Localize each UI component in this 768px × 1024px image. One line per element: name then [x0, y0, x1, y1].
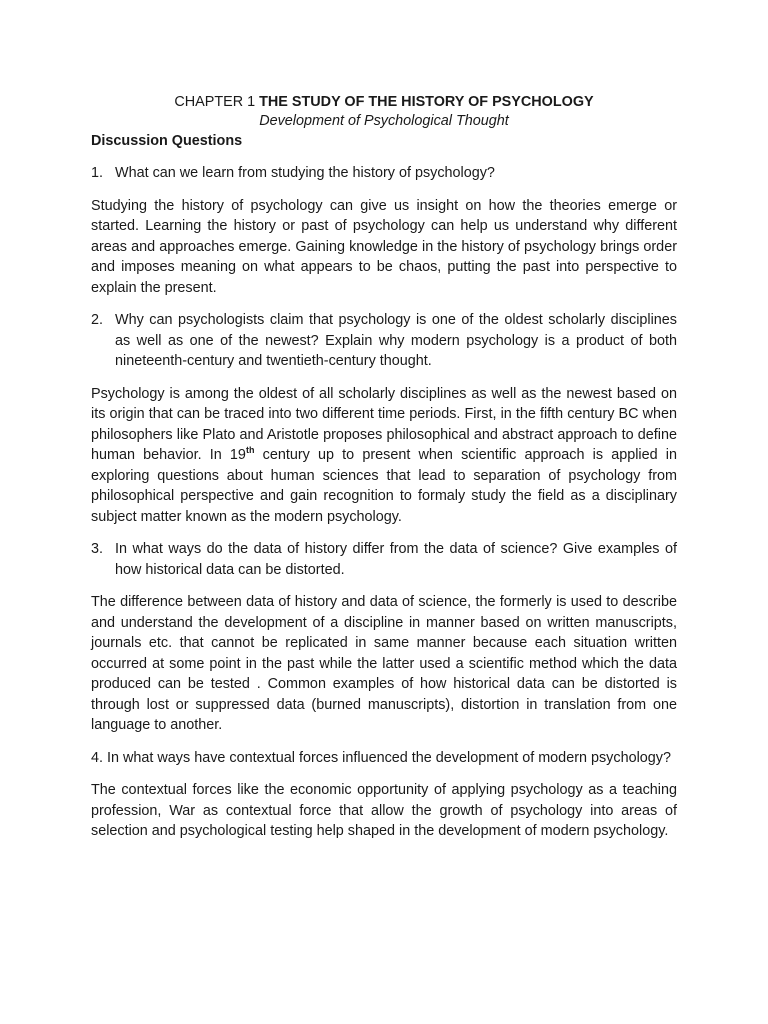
ordinal-superscript: th [245, 445, 255, 456]
answer-1: Studying the history of psychology can give us insight on how the theories emerge or started. Learning the history or past of psychology can help us understand why different areas and approaches emerge. Gaining knowledge in the history of psychology brings order and imposes meaning on what appears to be chaos, putting the past into perspective to explain the present. [91, 197, 677, 296]
answer-2 [91, 384, 677, 528]
chapter-title: THE STUDY OF THE HISTORY OF PSYCHOLOGY [259, 94, 594, 110]
question-4-text: In what ways have contextual forces influenced the development of modern psychology? [107, 749, 671, 766]
answer-2-part1: Psychology is among the oldest of all scholarly disciplines as well as the newest based on its origin that can be traced into two different time periods. First, in the fifth century BC when philosophers like Plato and Aristotle proposes philosophical and abstract approach to define human behavior. In 19 [91, 385, 677, 463]
question-4-number: 4. [91, 749, 104, 766]
question-2-number: 2. [91, 312, 104, 328]
question-1 [91, 163, 677, 184]
page-subtitle: Development of Psychological Thought [259, 113, 509, 129]
question-2 [91, 310, 677, 372]
question-2-text: Why can psychologists claim that psychology is one of the oldest scholarly disciplines as well as one of the newest? Explain why modern psychology is a product of both nineteenth-century and twentieth-century thought. [115, 312, 677, 369]
document-page [91, 92, 677, 854]
answer-3: The difference between data of history and data of science, the formerly is used to describe and understand the development of a discipline in manner based on written manuscripts, journals etc. that cannot be replicated in same manner because each situation written occurred at some point in the past while the latter used a scientific method which the data produced can be tested . Common examples of how historical data can be distorted is through lost or suppressed data (burned manuscripts), distortion in translation from one language to another. [91, 594, 677, 733]
answer-2-part2: century up to present when scientific approach is applied in exploring questions about human sciences that lead to separation of psychology from philosophical perspective and gain recognition to formaly study the field as a disciplinary subject matter known as the modern psychology. [91, 447, 677, 525]
section-heading: Discussion Questions [91, 133, 243, 149]
page-title [91, 92, 677, 112]
question-3 [91, 539, 677, 580]
question-4 [91, 748, 677, 769]
question-3-number: 3. [91, 541, 104, 557]
question-1-text: What can we learn from studying the history of psychology? [115, 165, 495, 181]
answer-4: The contextual forces like the economic opportunity of applying psychology as a teaching profession, War as contextual force that allow the growth of psychology into areas of selection and psychological testing help shaped in the development of modern psychology. [91, 782, 677, 839]
question-1-number: 1. [91, 165, 104, 181]
chapter-label: CHAPTER 1 [174, 94, 256, 110]
question-3-text: In what ways do the data of history differ from the data of science? Give examples of how historical data can be distorted. [115, 541, 677, 578]
